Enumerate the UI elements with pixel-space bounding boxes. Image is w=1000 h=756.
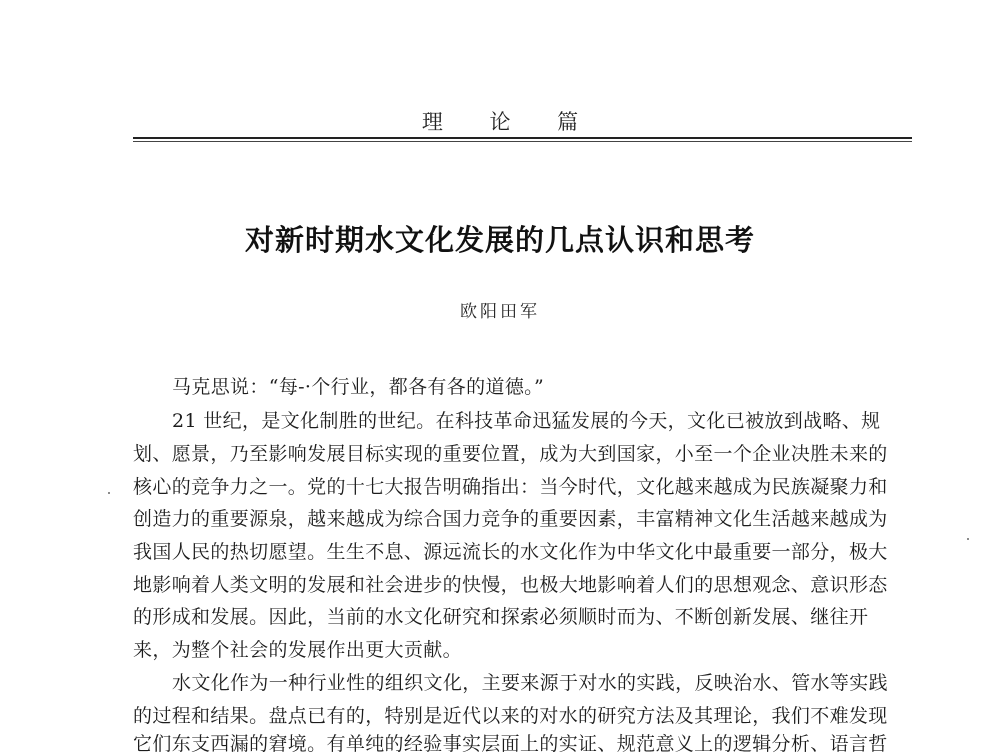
section-header: 理 论 篇 [421,110,599,134]
body-line: 的形成和发展。因此，当前的水文化研究和探索必须顺时而为、不断创新发展、继往开 [133,606,869,628]
body-line: 21 世纪，是文化制胜的世纪。在科技革命迅猛发展的今天，文化已被放到战略、规 [172,410,881,432]
body-line: 地影响着人类文明的发展和社会进步的快慢，也极大地影响着人们的思想观念、意识形态 [133,574,888,596]
article-title: 对新时期水文化发展的几点认识和思考 [244,223,755,257]
body-line: 的过程和结果。盘点已有的，特别是近代以来的对水的研究方法及其理论，我们不难发现 [133,705,888,727]
body-line: 划、愿景，乃至影响发展目标实现的重要位置，成为大到国家，小至一个企业决胜未来的 [133,443,888,465]
body-line: 我国人民的热切愿望。生生不息、源远流长的水文化作为中华文化中最重要一部分，极大 [133,541,888,563]
header-rule-thin [133,141,912,142]
body-line: 它们东支西漏的窘境。有单纯的经验事实层面上的实证、规范意义上的逻辑分析、语言哲 [133,733,888,755]
body-line: 来，为整个社会的发展作出更大贡献。 [133,639,462,661]
body-line: 马克思说：“每-·个行业，都各有各的道德。” [172,376,545,398]
body-line: 创造力的重要源泉，越来越成为综合国力竞争的重要因素，丰富精神文化生活越来越成为 [133,508,888,530]
header-rule-thick [133,137,912,139]
body-line: 水文化作为一种行业性的组织文化，主要来源于对水的实践，反映治水、管水等实践 [172,672,888,694]
scan-speck [108,492,110,494]
article-author: 欧阳田军 [460,302,540,322]
scan-speck [967,538,969,540]
body-line: 核心的竞争力之一。党的十七大报告明确指出：当今时代，文化越来越成为民族凝聚力和 [133,476,888,498]
